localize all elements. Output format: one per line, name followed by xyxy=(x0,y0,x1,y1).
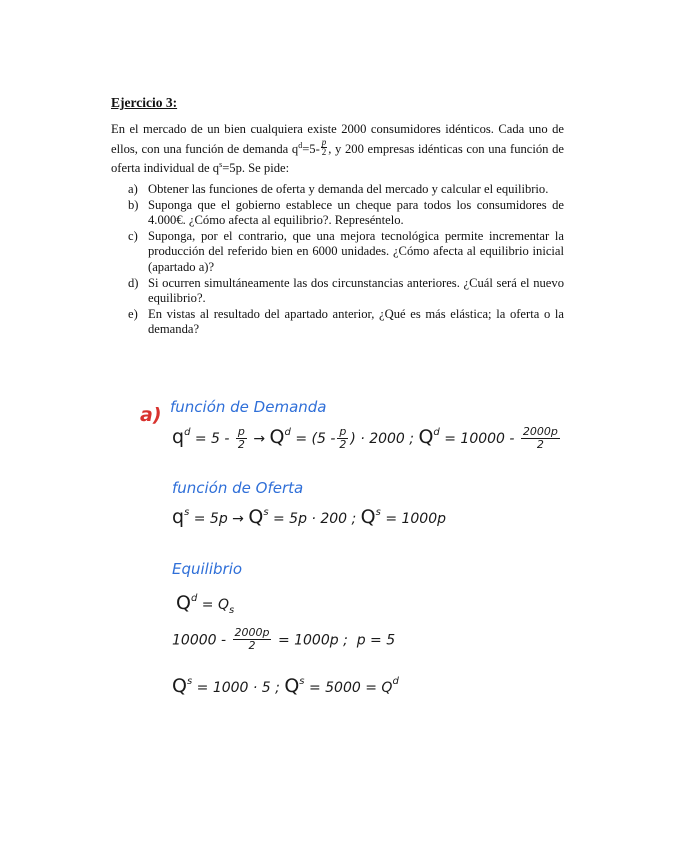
exercise-title: Ejercicio 3: xyxy=(111,95,178,110)
exercise-statement xyxy=(111,120,564,179)
supply-heading: función de Oferta xyxy=(172,479,304,497)
statement-text: En el mercado de un bien cualquiera existe 2000 consumidores idénticos. Cada uno de ellos, con una función de demanda q xyxy=(111,122,564,156)
equilibrium-condition: $Q^d = Q_s$ xyxy=(176,592,235,616)
equilibrium-price: p = 5 xyxy=(356,632,396,649)
list-item: b) Suponga que el gobierno establece un cheque para todos los consumidores de 4.000€. ¿Cómo afecta al equilibrio?. Represéntelo. xyxy=(128,197,564,228)
market-demand-fraction: $\frac{2000p}{2}$ xyxy=(522,424,558,451)
statement-text: , y 200 empresas idénticas con una función de oferta individual de q xyxy=(111,141,564,176)
list-item: a) Obtener las funciones de oferta y demanda del mercado y calcular el equilibrio. xyxy=(128,182,549,196)
demand-superscript: d xyxy=(298,140,303,150)
demand-heading: función de Demanda xyxy=(170,398,327,416)
demand-equation: $q^d = 5$ - $\frac{p}{2}$ → $Q^d = (5$ - $\frac{p}{2}$ ) · 2000 ; $Q^d = 10000$ - $\frac{2000p}{2}$ xyxy=(172,424,558,451)
list-item: e) En vistas al resultado del apartado anterior, ¿Qué es más elástica; la oferta o la demanda? xyxy=(128,306,564,337)
equilibrium-heading: Equilibrio xyxy=(172,560,243,578)
statement-text: =5p. Se pide: xyxy=(222,161,290,176)
equilibrium-quantity: $Q^s = 1000 \cdot 5$ ; $Q^s = 5000 = Q^d$ xyxy=(172,675,399,697)
solution-part-label: a) xyxy=(140,404,162,426)
supply-equation: $q^s = 5p \to Q^s = 5p \cdot 200$ ; $Q^s = 1000p$ xyxy=(172,506,447,528)
list-item: c) Suponga, por el contrario, que una mejora tecnológica permite incrementar la producción del referido bien en 6000 unidades. ¿Cómo afecta al equilibrio inicial (apartado a)? xyxy=(128,228,564,274)
supply-superscript: s xyxy=(219,160,223,170)
equilibrium-fraction: $\frac{2000p}{2}$ xyxy=(234,626,270,652)
statement-text: =5- xyxy=(302,141,320,156)
p-over-2: $\frac{p}{2}$ xyxy=(237,424,245,451)
list-item: d) Si ocurren simultáneamente las dos circunstancias anteriores. ¿Cuál será el nuevo equilibrio?. xyxy=(128,275,564,306)
question-list xyxy=(128,182,564,338)
p-over-2: $\frac{p}{2}$ xyxy=(339,424,347,451)
equilibrium-solve: 10000 - $\frac{2000p}{2}$ = 1000p ; p = 5 xyxy=(172,626,396,652)
price-fraction: $\frac{p}{2}$ xyxy=(321,137,327,158)
